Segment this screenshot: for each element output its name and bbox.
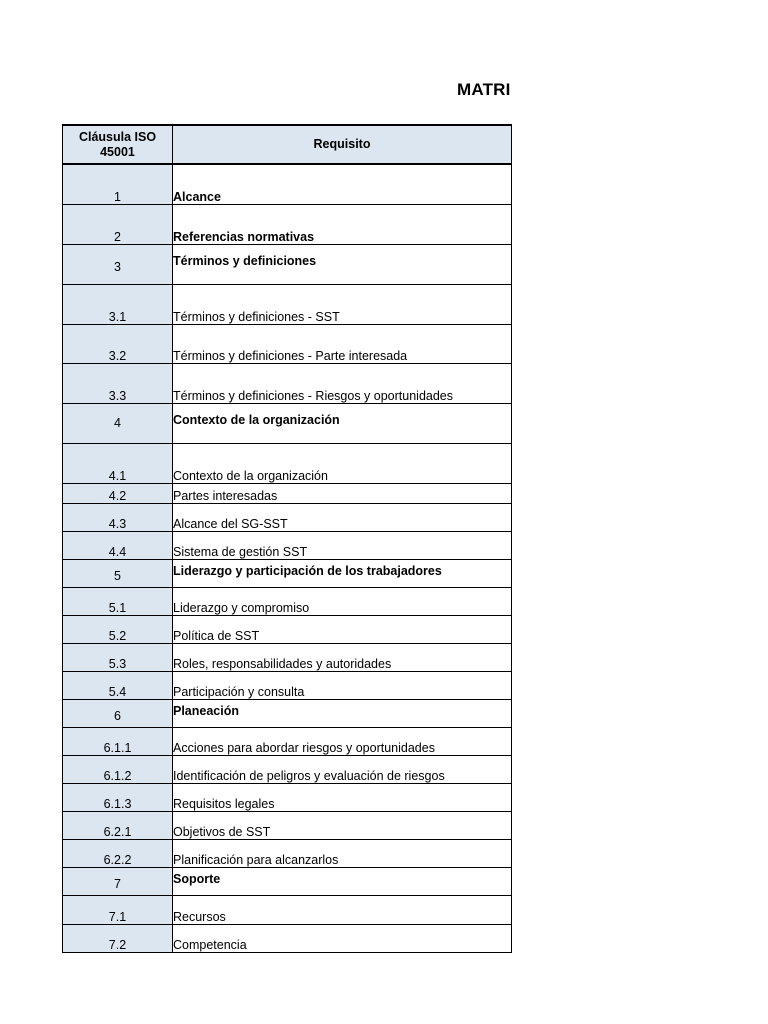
requirement-cell: Liderazgo y compromiso: [173, 587, 512, 615]
requirement-cell: Liderazgo y participación de los trabajadores: [173, 559, 512, 587]
table-row: [63, 164, 512, 204]
table-row: [63, 671, 512, 699]
table-row: [63, 363, 512, 403]
table-row: [63, 699, 512, 727]
table-row: [63, 727, 512, 755]
requirement-cell: Alcance del SG-SST: [173, 503, 512, 531]
requirement-cell: Competencia: [173, 924, 512, 952]
clause-cell: 5.3: [63, 643, 173, 671]
clause-cell: 6.1.1: [63, 727, 173, 755]
table-row: [63, 643, 512, 671]
requirement-cell: Contexto de la organización: [173, 443, 512, 483]
table-row: [63, 587, 512, 615]
requirement-cell: Planeación: [173, 699, 512, 727]
table-row: [63, 839, 512, 867]
clause-cell: 1: [63, 164, 173, 204]
table-row: [63, 811, 512, 839]
requirement-cell: Acciones para abordar riesgos y oportunidades: [173, 727, 512, 755]
page-title: MATRI: [457, 80, 511, 99]
clause-cell: 6.1.3: [63, 783, 173, 811]
requirement-cell: Términos y definiciones - Riesgos y oportunidades: [173, 363, 512, 403]
clause-cell: 3.2: [63, 324, 173, 363]
clause-cell: 6.2.1: [63, 811, 173, 839]
requirement-cell: Referencias normativas: [173, 204, 512, 244]
clause-cell: 3: [63, 244, 173, 284]
table-row: [63, 783, 512, 811]
clause-cell: 4.1: [63, 443, 173, 483]
table-row: [63, 324, 512, 363]
table-row: [63, 895, 512, 924]
clause-cell: 6.1.2: [63, 755, 173, 783]
clause-cell: 7: [63, 867, 173, 895]
requirement-cell: Participación y consulta: [173, 671, 512, 699]
requirement-cell: Política de SST: [173, 615, 512, 643]
requirement-cell: Recursos: [173, 895, 512, 924]
table-row: [63, 503, 512, 531]
table-row: [63, 244, 512, 284]
clause-cell: 4.2: [63, 483, 173, 503]
requirement-cell: Roles, responsabilidades y autoridades: [173, 643, 512, 671]
clause-cell: 3.1: [63, 284, 173, 324]
table-row: [63, 204, 512, 244]
table-row: [63, 559, 512, 587]
clause-cell: 3.3: [63, 363, 173, 403]
requirement-cell: Alcance: [173, 164, 512, 204]
table-row: [63, 403, 512, 443]
clause-cell: 6: [63, 699, 173, 727]
table-row: [63, 755, 512, 783]
requirement-column-header: Requisito: [173, 125, 512, 164]
requirements-matrix-table: [62, 124, 512, 953]
table-row: [63, 483, 512, 503]
requirement-cell: Identificación de peligros y evaluación de riesgos: [173, 755, 512, 783]
clause-column-header: Cláusula ISO 45001: [63, 125, 173, 164]
requirement-cell: Soporte: [173, 867, 512, 895]
clause-cell: 4.3: [63, 503, 173, 531]
clause-cell: 5.4: [63, 671, 173, 699]
requirement-cell: Partes interesadas: [173, 483, 512, 503]
clause-cell: 5: [63, 559, 173, 587]
requirement-cell: Términos y definiciones - Parte interesada: [173, 324, 512, 363]
clause-cell: 4: [63, 403, 173, 443]
clause-cell: 7.1: [63, 895, 173, 924]
clause-cell: 5.2: [63, 615, 173, 643]
requirement-cell: Términos y definiciones - SST: [173, 284, 512, 324]
requirement-cell: Sistema de gestión SST: [173, 531, 512, 559]
table-row: [63, 443, 512, 483]
clause-cell: 5.1: [63, 587, 173, 615]
requirement-cell: Objetivos de SST: [173, 811, 512, 839]
requirement-cell: Términos y definiciones: [173, 244, 512, 284]
table-row: [63, 615, 512, 643]
table-header-row: [63, 125, 512, 164]
table-row: [63, 531, 512, 559]
table-row: [63, 284, 512, 324]
clause-cell: 4.4: [63, 531, 173, 559]
requirement-cell: Contexto de la organización: [173, 403, 512, 443]
requirement-cell: Requisitos legales: [173, 783, 512, 811]
requirement-cell: Planificación para alcanzarlos: [173, 839, 512, 867]
clause-cell: 2: [63, 204, 173, 244]
clause-cell: 6.2.2: [63, 839, 173, 867]
table-row: [63, 924, 512, 952]
clause-cell: 7.2: [63, 924, 173, 952]
table-row: [63, 867, 512, 895]
